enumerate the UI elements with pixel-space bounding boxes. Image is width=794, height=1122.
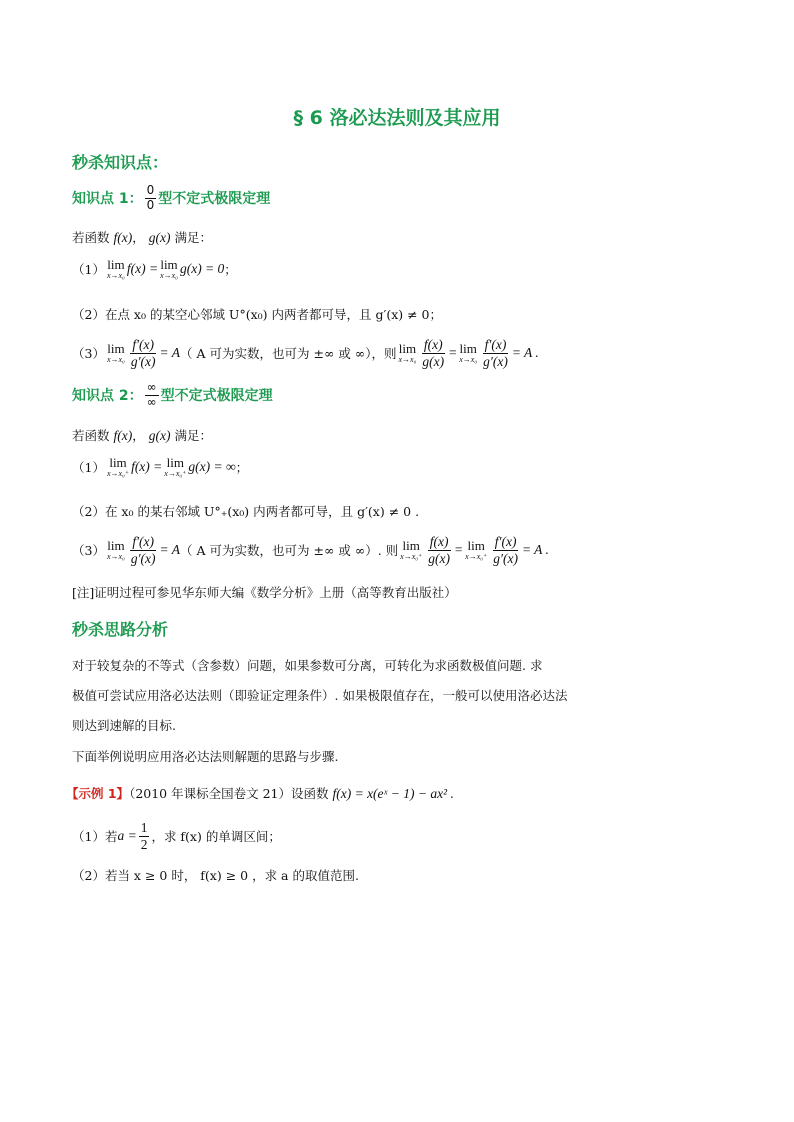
frac-den: 2 <box>140 836 148 852</box>
gx-text: g(x) <box>148 230 171 245</box>
fx-text: f(x) <box>113 428 133 443</box>
q1-prefix: （1）若 <box>72 829 118 845</box>
expr-gx-eq: g(x) = ∞ <box>188 459 236 474</box>
kp2-frac-num: ∞ <box>146 380 157 394</box>
fx-text: f(x) <box>113 230 133 245</box>
section-heading-analysis: 秒杀思路分析 <box>72 620 169 639</box>
lim-sub: x→x₀ <box>106 271 125 280</box>
lim-expr <box>107 342 125 364</box>
section-heading-knowledge: 秒杀知识点： <box>72 153 169 172</box>
frac-num: f′(x) <box>132 337 155 352</box>
lim-expr <box>160 258 178 280</box>
fraction <box>481 337 510 369</box>
kp1-condition-2 <box>72 305 442 323</box>
condition-text: （ A 可为实数，也可为 ±∞ 或 ∞），则 <box>180 346 397 362</box>
frac-num: 1 <box>140 820 148 835</box>
lim-expr <box>107 258 125 280</box>
expr-fx-eq: f(x) = <box>131 459 163 474</box>
satisfy-text: 满足： <box>174 230 212 245</box>
frac-den: g′(x) <box>130 353 156 369</box>
lim-sub: x→x₀ <box>398 355 417 365</box>
lim-expr <box>107 539 125 561</box>
frac-num: f′(x) <box>494 534 517 549</box>
frac-den: g′(x) <box>483 353 508 369</box>
kp2-label-tail: 型不定式极限定理 <box>160 388 273 405</box>
frac-num: f(x) <box>429 534 449 549</box>
kp1-fraction <box>145 184 157 213</box>
item-number: （3） <box>72 543 105 559</box>
intro-text: 若函数 <box>72 428 110 443</box>
page-title: § 6 洛必达法则及其应用 <box>293 107 501 129</box>
lim-expr <box>164 456 186 478</box>
kp1-frac-num: 0 <box>146 183 155 197</box>
expr-fx-eq: f(x) = <box>126 261 159 276</box>
paragraph-line-3: 则达到速解的目标. <box>72 718 176 733</box>
example-question-2: （2）若当 x ≥ 0 时， f(x) ≥ 0 ，求 a 的取值范围. <box>72 868 359 883</box>
kp2-frac-den: ∞ <box>146 394 157 409</box>
lim-sub: x→x₀⁺ <box>400 552 423 562</box>
condition-text: 在 x₀ 的某右邻域 U°₊(x₀) 内两者都可导，且 g′(x) ≠ 0 . <box>104 504 420 519</box>
paragraph-line-1: 对于较复杂的不等式（含参数）问题，如果参数可分离，可转化为求函数极值问题. 求 <box>72 658 543 673</box>
fraction <box>129 534 158 566</box>
example-question-1 <box>72 820 281 852</box>
kp2-fraction <box>145 381 159 410</box>
lim-text: lim <box>402 538 420 554</box>
intro-text: 若函数 <box>72 230 110 245</box>
kp2-heading <box>72 381 273 410</box>
q1-a-eq: a = <box>117 828 137 844</box>
frac-den: g′(x) <box>130 550 156 566</box>
kp1-frac-den: 0 <box>146 197 155 212</box>
fraction <box>129 337 158 369</box>
example-function: f(x) = x(eˣ − 1) − ax² . <box>332 786 454 801</box>
q1-suffix: ，求 f(x) 的单调区间； <box>151 829 281 845</box>
fraction <box>491 534 520 566</box>
frac-den: g(x) <box>422 353 445 369</box>
item-number: （2） <box>72 307 105 322</box>
expr-gx-eq: g(x) = 0 <box>179 261 225 276</box>
lim-expr <box>398 342 416 364</box>
lim-text: lim <box>398 341 417 357</box>
lim-expr <box>459 342 477 364</box>
lim-expr <box>107 456 129 478</box>
comma: ， <box>132 230 145 245</box>
lim-text: lim <box>459 341 477 357</box>
eq-sign: = <box>454 542 464 558</box>
lim-sub: x→x₀⁺ <box>164 469 187 478</box>
eq-a: = A <box>159 542 181 558</box>
lim-sub: x→x₀⁺ <box>106 469 130 478</box>
kp1-heading <box>72 184 270 213</box>
condition-text: （ A 可为实数，也可为 ±∞ 或 ∞）. 则 <box>180 543 399 559</box>
gx-text: g(x) <box>148 428 171 443</box>
paragraph-line-2: 极值可尝试应用洛必达法则（即验证定理条件）. 如果极限值存在，一般可以使用洛必达法 <box>72 688 568 703</box>
lim-text: lim <box>160 257 178 272</box>
kp1-condition-3 <box>72 337 539 369</box>
example-tag: 【示例 1】 <box>66 786 130 801</box>
lim-sub: x→x₀ <box>106 355 125 365</box>
frac-num: f(x) <box>423 337 443 352</box>
fraction <box>426 534 452 566</box>
eq-a-end: = A . <box>521 542 549 558</box>
lim-sub: x→x₀ <box>459 355 478 365</box>
kp2-condition-3 <box>72 534 549 566</box>
frac-num: f′(x) <box>484 337 507 352</box>
condition-text: 在点 x₀ 的某空心邻域 U°(x₀) 内两者都可导，且 g′(x) ≠ 0； <box>104 307 442 322</box>
lim-sub: x→x₀ <box>160 271 178 280</box>
satisfy-text: 满足： <box>174 428 212 443</box>
semicolon: ； <box>224 262 237 277</box>
kp1-condition-1 <box>72 258 237 280</box>
paragraph-line-4: 下面举例说明应用洛必达法则解题的思路与步骤. <box>72 749 339 764</box>
item-number: （3） <box>72 346 105 362</box>
frac-den: g′(x) <box>493 550 518 566</box>
lim-text: lim <box>107 341 125 357</box>
lim-expr <box>465 539 487 561</box>
item-number: （1） <box>72 262 105 277</box>
lim-text: lim <box>467 538 485 554</box>
kp1-label-tail: 型不定式极限定理 <box>158 191 271 208</box>
lim-text: lim <box>107 257 125 272</box>
kp2-condition-2 <box>72 502 419 520</box>
eq-a: = A <box>159 345 181 361</box>
eq-sign: = <box>448 345 458 361</box>
example-source: （2010 年课标全国卷文 21）设函数 <box>129 786 329 801</box>
kp2-label: 知识点 2： <box>72 388 143 405</box>
lim-text: lim <box>107 538 125 554</box>
lim-text: lim <box>109 455 127 470</box>
example-header <box>66 784 454 802</box>
item-number: （2） <box>72 504 105 519</box>
semicolon: ； <box>235 460 249 475</box>
kp2-condition-1 <box>72 456 248 478</box>
frac-den: g(x) <box>428 550 451 566</box>
fraction <box>420 337 446 369</box>
lim-text: lim <box>166 455 184 470</box>
kp1-label: 知识点 1： <box>72 191 143 208</box>
lim-expr <box>400 539 422 561</box>
eq-a-end: = A . <box>511 345 539 361</box>
lim-sub: x→x₀⁺ <box>465 552 488 562</box>
kp2-intro <box>72 426 212 444</box>
item-number: （1） <box>72 460 105 475</box>
lim-sub: x→x₀ <box>106 552 125 562</box>
comma: ， <box>132 428 145 443</box>
reference-note: [注]证明过程可参见华东师大编《数学分析》上册（高等教育出版社） <box>72 585 457 600</box>
kp1-intro <box>72 228 212 246</box>
q1-fraction <box>139 820 150 852</box>
frac-num: f′(x) <box>132 534 155 549</box>
